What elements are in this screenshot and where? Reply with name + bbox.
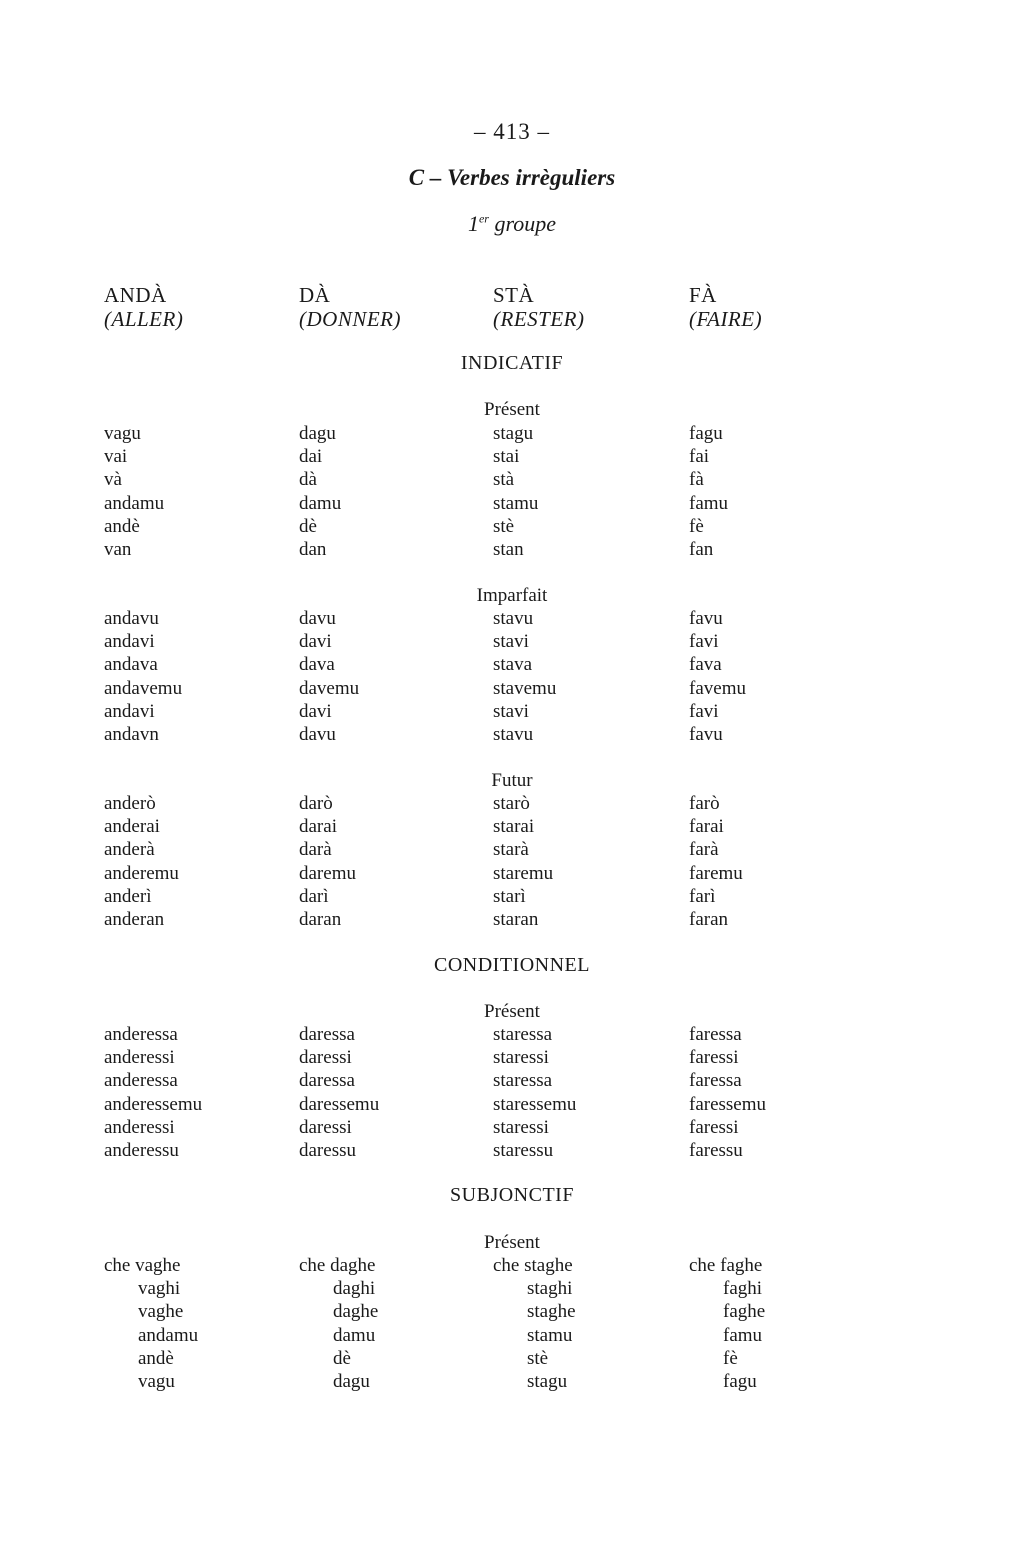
conjugation-form: staghe (527, 1301, 576, 1323)
tense-heading: Imparfait (476, 585, 548, 606)
conjugation-form: fagu (689, 423, 723, 444)
page-number: – 413 – (474, 119, 550, 144)
conjugation-form: dà (299, 469, 317, 491)
conjugation-form: andavn (104, 724, 159, 745)
conjugation-form: stavi (493, 700, 529, 722)
conjugation-form: stamu (527, 1324, 573, 1346)
conjugation-form: damu (333, 1324, 376, 1346)
conjugation-form: anderessemu (104, 1093, 203, 1115)
conjugation-form: favu (689, 608, 723, 629)
conjugation-form: daremu (299, 862, 356, 884)
conjugation-form: faghi (723, 1278, 763, 1300)
conjugation-form: che faghe (689, 1255, 763, 1276)
conjugation-form: andè (138, 1347, 174, 1369)
conjugation-form: che staghe (493, 1255, 573, 1276)
conjugation-form: dai (299, 446, 323, 468)
column-header-anda (104, 283, 183, 331)
conjugation-form: stè (493, 515, 515, 537)
conjugation-form: staressu (493, 1140, 554, 1161)
conjugation-form: fà (689, 469, 704, 491)
conjugation-form: staressa (493, 1024, 553, 1045)
conjugation-form: darò (299, 793, 333, 814)
conjugation-form: staremu (493, 862, 554, 884)
conjugation-form: starà (493, 839, 529, 861)
conjugation-form: vagu (104, 423, 141, 444)
conjugation-form: famu (689, 492, 729, 514)
conjugation-form: daressemu (299, 1093, 380, 1115)
conjugation-form: fè (689, 515, 704, 537)
column-header-sta (493, 283, 584, 331)
conjugation-form: vai (104, 446, 128, 468)
conjugation-form: dè (299, 515, 317, 537)
tense-heading: Présent (484, 399, 540, 420)
conjugation-form: davi (299, 631, 332, 653)
column-gloss: (RESTER) (493, 307, 585, 331)
conjugation-form: fan (689, 539, 714, 560)
conjugation-form: stagu (493, 423, 534, 444)
group-suffix: er (478, 211, 489, 226)
conjugation-form: andamu (138, 1324, 199, 1346)
conjugation-form: dan (299, 539, 327, 560)
conjugation-form: davi (299, 700, 332, 722)
conjugation-form: davu (299, 608, 336, 629)
conjugation-form: anderessa (104, 1024, 178, 1045)
conjugation-form: faghe (723, 1301, 766, 1323)
conjugation-form: favi (689, 700, 719, 722)
conjugation-form: vaghe (138, 1301, 184, 1323)
column-header-da (299, 283, 401, 331)
conjugation-form: faressi (689, 1116, 739, 1138)
conjugation-form: favemu (689, 677, 746, 699)
conjugation-form: stà (493, 469, 515, 491)
column-verb: DÀ (299, 283, 331, 307)
conjugation-form: andamu (104, 492, 165, 514)
conjugation-form: dè (333, 1347, 351, 1369)
conjugation-form: anderai (104, 816, 160, 838)
conjugation-form: andava (104, 654, 158, 676)
conjugation-form: staressemu (493, 1093, 577, 1115)
conjugation-form: stan (493, 539, 524, 560)
conjugation-form: starì (493, 885, 526, 907)
conjugation-form: stai (493, 446, 520, 468)
conjugation-form: favu (689, 724, 723, 745)
conjugation-form: fai (689, 446, 710, 468)
conjugation-form: staressi (493, 1047, 549, 1069)
conjugation-form: stavi (493, 631, 529, 653)
conjugation-form: farai (689, 816, 724, 838)
conjugation-form: daran (299, 909, 342, 930)
conjugation-form: stagu (527, 1371, 568, 1392)
conjugation-form: stavu (493, 724, 534, 745)
conjugation-form: faressa (689, 1024, 742, 1045)
section-title: C – Verbes irrèguliers (408, 165, 616, 190)
conjugation-form: anderò (104, 793, 156, 814)
conjugation-form: anderessi (104, 1116, 175, 1138)
conjugation-form: dagu (299, 423, 336, 444)
conjugation-form: anderessi (104, 1047, 175, 1069)
column-verb: FÀ (689, 283, 717, 307)
conjugation-form: anderì (104, 885, 152, 907)
group-number: 1 (467, 211, 479, 236)
conjugation-form: daghi (333, 1278, 376, 1300)
column-gloss: (FAIRE) (689, 307, 763, 331)
conjugation-form: davemu (299, 677, 360, 699)
conjugation-form: vaghi (138, 1278, 181, 1300)
conjugation-form: faressemu (689, 1093, 767, 1115)
conjugation-form: anderessa (104, 1070, 178, 1092)
conjugation-form: faran (689, 909, 729, 930)
conjugation-form: vagu (138, 1371, 175, 1392)
mood-heading: SUBJONCTIF (450, 1184, 574, 1206)
tense-heading: Présent (484, 1001, 540, 1022)
conjugation-form: staghi (527, 1278, 573, 1300)
conjugation-form: andavi (104, 631, 155, 653)
tense-heading: Présent (484, 1232, 540, 1253)
conjugation-form: darì (299, 885, 329, 907)
column-verb: ANDÀ (104, 283, 167, 307)
conjugation-form: faressi (689, 1047, 739, 1069)
conjugation-form: faressa (689, 1070, 742, 1092)
conjugation-form: stavemu (493, 677, 557, 699)
conjugation-form: che daghe (299, 1255, 376, 1276)
conjugation-form: starai (493, 816, 535, 838)
conjugation-form: famu (723, 1324, 763, 1346)
conjugation-form: anderà (104, 839, 155, 861)
conjugation-form: dagu (333, 1371, 370, 1392)
conjugation-form: anderemu (104, 862, 179, 884)
mood-heading: CONDITIONNEL (434, 954, 590, 976)
group-title (0, 213, 1024, 235)
conjugation-form: stamu (493, 492, 539, 514)
conjugation-form: và (104, 469, 122, 491)
conjugation-form: darà (299, 839, 332, 861)
conjugation-form: daghe (333, 1301, 379, 1323)
conjugation-form: daressa (299, 1024, 355, 1045)
conjugation-form: andavu (104, 608, 159, 629)
conjugation-form: damu (299, 492, 342, 514)
conjugation-form: stava (493, 654, 533, 676)
conjugation-form: farò (689, 793, 720, 814)
conjugation-form: staressa (493, 1070, 553, 1092)
conjugation-form: daressi (299, 1116, 352, 1138)
conjugation-form: staressi (493, 1116, 549, 1138)
column-gloss: (DONNER) (299, 307, 401, 331)
conjugation-form: faremu (689, 862, 743, 884)
conjugation-form: farì (689, 885, 716, 907)
column-gloss: (ALLER) (104, 307, 184, 331)
conjugation-form: che vaghe (104, 1255, 181, 1276)
conjugation-form: andavemu (104, 677, 183, 699)
conjugation-form: faressu (689, 1140, 743, 1161)
conjugation-form: anderan (104, 909, 165, 930)
mood-heading: INDICATIF (460, 352, 564, 374)
conjugation-form: staran (493, 909, 539, 930)
conjugation-form: darai (299, 816, 337, 838)
tense-heading: Futur (491, 770, 533, 791)
conjugation-form: van (104, 539, 132, 560)
conjugation-form: daressu (299, 1140, 356, 1161)
conjugation-form: stavu (493, 608, 534, 629)
conjugation-form: davu (299, 724, 336, 745)
conjugation-form: fè (723, 1347, 738, 1369)
conjugation-form: starò (493, 793, 530, 814)
conjugation-form: andè (104, 515, 140, 537)
group-label: groupe (494, 211, 556, 236)
conjugation-form: dava (299, 654, 335, 676)
conjugation-form: fagu (723, 1371, 757, 1392)
conjugation-form: andavi (104, 700, 155, 722)
conjugation-form: daressa (299, 1070, 355, 1092)
column-verb: STÀ (493, 283, 535, 307)
conjugation-form: daressi (299, 1047, 352, 1069)
conjugation-form: farà (689, 839, 719, 861)
column-header-fa (689, 283, 762, 331)
conjugation-form: favi (689, 631, 719, 653)
conjugation-form: fava (689, 654, 722, 676)
conjugation-form: stè (527, 1347, 549, 1369)
conjugation-form: anderessu (104, 1140, 179, 1161)
